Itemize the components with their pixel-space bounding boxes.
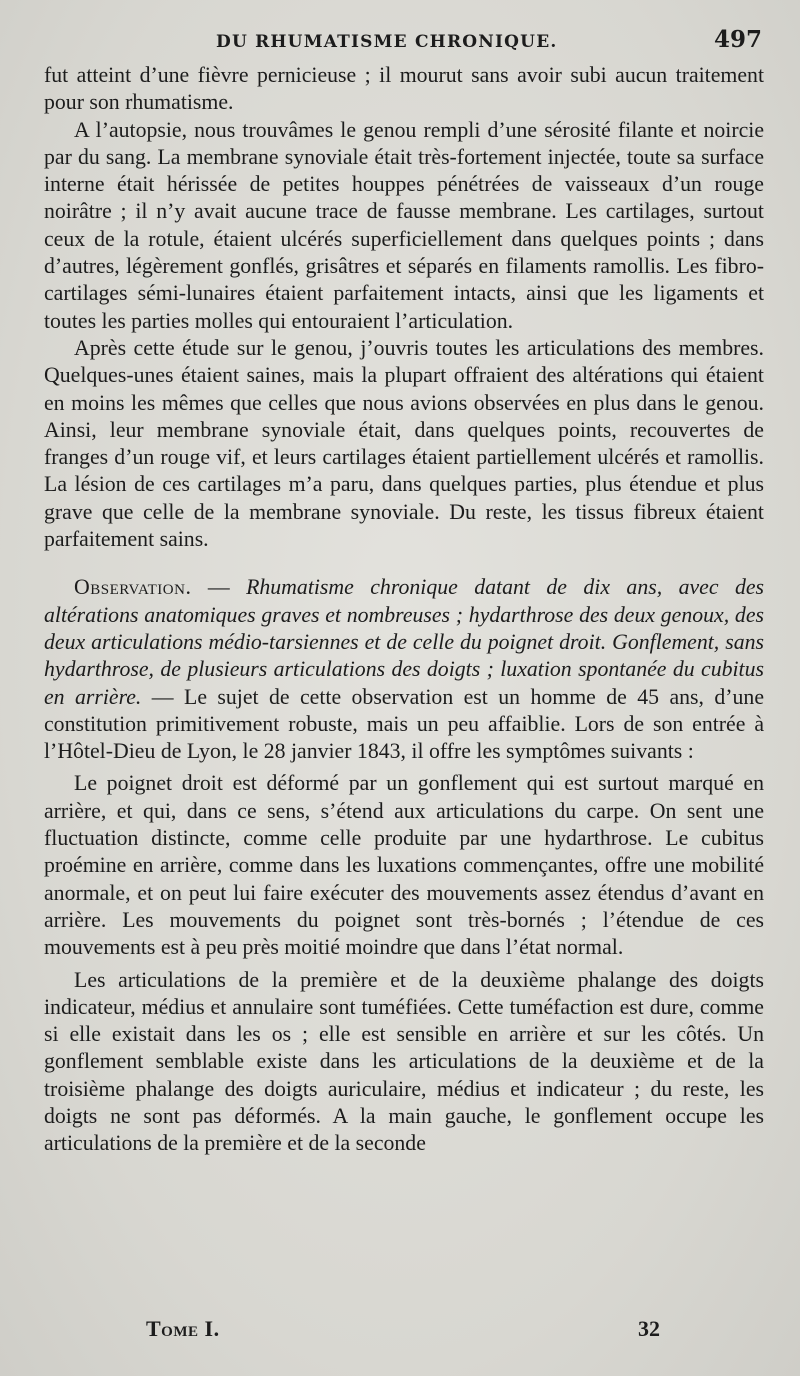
running-head <box>44 26 764 62</box>
paragraph-poignet: Le poignet droit est déformé par un gonflement qui est surtout marqué en arrière, et qui, dans ce sens, s’étend aux articulations du carpe. On sent une fluctuation distincte, comme celle produite par une hydarthrose. Le cubitus proémine en arrière, comme dans les luxations commençantes, offre une mobilité anormale, et on peut lui faire exécuter des mouvements assez étendus d’avant en arrière. Les mouvements du poignet sont très-bornés ; l’étendue de ces mouvements est à peu près moitié moindre que dans l’état normal. <box>44 771 764 960</box>
observation-title: Rhumatisme chronique datant de dix ans, avec des altérations anatomiques graves et nombreuses ; hydarthrose des deux genoux, des deux articulations médio-tarsiennes et de celle du poignet droit. Gonflement, sans hydarthrose, de plusieurs articulations des doigts ; luxation spontanée du cubitus en arrière. <box>44 575 764 709</box>
observation-paragraph <box>44 574 764 765</box>
paragraph-phalanges: Les articulations de la première et de la deuxième phalange des doigts indicateur, médius et annulaire sont tuméfiées. Cette tuméfaction est dure, comme si elle existait dans les os ; elle est sensible en arrière et sur les côtés. Un gonflement semblable existe dans les articulations de la deuxième et de la troisième phalange des doigts auriculaire, médius et indicateur ; du reste, les doigts ne sont pas déformés. A la main gauche, le gonflement occupe les articulations de la première et de la seconde <box>44 967 764 1156</box>
observation-dash: — <box>191 575 247 600</box>
footer-signature: 32 <box>638 1316 660 1341</box>
footer-tome: Tome I. <box>146 1316 220 1341</box>
running-title: DU RHUMATISME CHRONIQUE. <box>216 32 558 52</box>
page-number: 497 <box>713 26 762 53</box>
page-footer <box>146 1316 660 1342</box>
paragraph-continuation: fut atteint d’une fièvre pernicieuse ; il mourut sans avoir subi aucun traitement pour son rhumatisme. <box>44 63 764 115</box>
paragraph-autopsie: A l’autopsie, nous trouvâmes le genou rempli d’une sérosité filante et noircie par du sang. La membrane synoviale était très-fortement injectée, toute sa surface interne était hérissée de petites houppes pénétrées de vaisseaux d’un rouge noirâtre ; il n’y avait aucune trace de fausse membrane. Les cartilages, surtout ceux de la rotule, étaient ulcérés superficiellement dans quelques points ; dans d’autres, légèrement gonflés, grisâtres et séparés en filaments ramollis. Les fibro-cartilages sémi-lunaires étaient parfaitement intacts, ainsi que les ligaments et toutes les parties molles qui entouraient l’articulation. <box>44 117 764 333</box>
paragraph-articulations: Après cette étude sur le genou, j’ouvris toutes les articulations des membres. Quelques-unes étaient saines, mais la plupart offraient des altérations qui étaient en moins les mêmes que celles que nous avions observées en plus dans le genou. Ainsi, leur membrane synoviale était, dans quelques points, recouvertes de franges d’un rouge vif, et leurs cartilages étaient partiellement ulcérés et ramollis. La lésion de ces cartilages m’a paru, dans quelques parties, plus étendue et plus grave que celle de la membrane synoviale. Du reste, les tissus fibreux étaient parfaitement sains. <box>44 335 764 552</box>
observation-heading: Observation. <box>74 575 192 600</box>
observation-text: — Le sujet de cette observation est un homme de 45 ans, d’une constitution primitivement robuste, mais un peu affaiblie. Lors de son entrée à l’Hôtel-Dieu de Lyon, le 28 janvier 1843, il offre les symptômes suivants : <box>44 684 764 764</box>
body-text <box>44 62 764 1158</box>
